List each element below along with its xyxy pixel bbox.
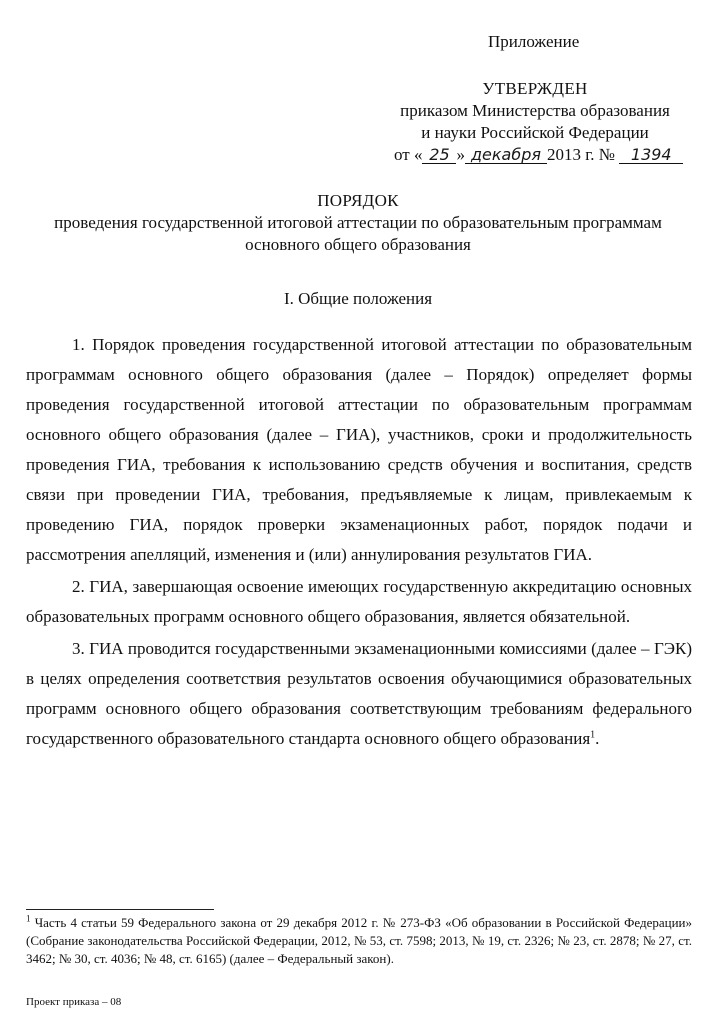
approval-block — [380, 78, 690, 166]
title-line-3: основного общего образования — [245, 235, 471, 254]
date-mid: » — [456, 145, 465, 164]
approved-line-1: приказом Министерства образования — [400, 101, 670, 120]
paragraph-1: 1. Порядок проведения государственной итоговой аттестации по образовательным программам основного общего образования (далее – Порядок) определяет формы проведения государственной итоговой аттестации по образовательным программам основного общего образования (далее – ГИА), участников, сроки и продолжительность проведения ГИА, требования к использованию средств обучения и воспитания, средств связи при проведении ГИА, требования, предъявляемые к лицам, привлекаемым к проведению ГИА, порядок проверки экзаменационных работ, порядок подачи и рассмотрения апелляций, изменения и (или) аннулирования результатов ГИА. — [26, 335, 692, 564]
date-year: 2013 г. № — [546, 145, 615, 164]
title-line-1: ПОРЯДОК — [317, 191, 399, 210]
appendix-label: Приложение — [488, 32, 580, 51]
draft-label: Проект приказа – 08 — [26, 996, 122, 1008]
footnote-reference: 1 — [590, 729, 596, 741]
paragraph-2: 2. ГИА, завершающая освоение имеющих государственную аккредитацию основных образовательных программ основного общего образования, является обязательной. — [26, 577, 692, 626]
title-line-2: проведения государственной итоговой аттестации по образовательным программам — [54, 213, 662, 232]
date-prefix: от « — [394, 145, 423, 164]
handwritten-order-number: 1394 — [619, 146, 683, 164]
approved-line-2: и науки Российской Федерации — [421, 123, 649, 142]
section-heading: I. Общие положения — [283, 289, 433, 308]
document-body — [26, 330, 692, 756]
paragraph-3-text: 3. ГИА проводится государственными экзаменационными комиссиями (далее – ГЭК) в целях определения соответствия результатов освоения обучающимися образовательных программ основного общего образования соответствующим требованиям федерального государственного образовательного стандарта основного общего образования — [26, 639, 692, 748]
handwritten-month: декабря — [465, 146, 547, 164]
document-title — [0, 190, 716, 256]
handwritten-day: 25 — [422, 146, 456, 164]
footnote-divider — [26, 909, 214, 910]
footnote-text: Часть 4 статьи 59 Федерального закона от 29 декабря 2012 г. № 273-ФЗ «Об образовании в Российской Федерации» (Собрание законодательства Российской Федерации, 2012, № 53, ст. 7598; 2013, № 19, ст. 2326; № 23, ст. 2878; № 27, ст. 3462; № 30, ст. 4036; № 48, ст. 6165) (далее – Федеральный закон). — [26, 915, 692, 966]
approval-date-line — [380, 144, 690, 166]
footnote — [26, 914, 692, 968]
approved-title: УТВЕРЖДЕН — [482, 79, 588, 98]
footnote-marker: 1 — [26, 913, 31, 924]
paragraph-3: 3. ГИА проводится государственными экзаменационными комиссиями (далее – ГЭК) в целях определения соответствия результатов освоения обучающимися образовательных программ основного общего образования соответствующим требованиям федерального государственного образовательного стандарта основного общего образования$^1$. — [26, 639, 692, 748]
